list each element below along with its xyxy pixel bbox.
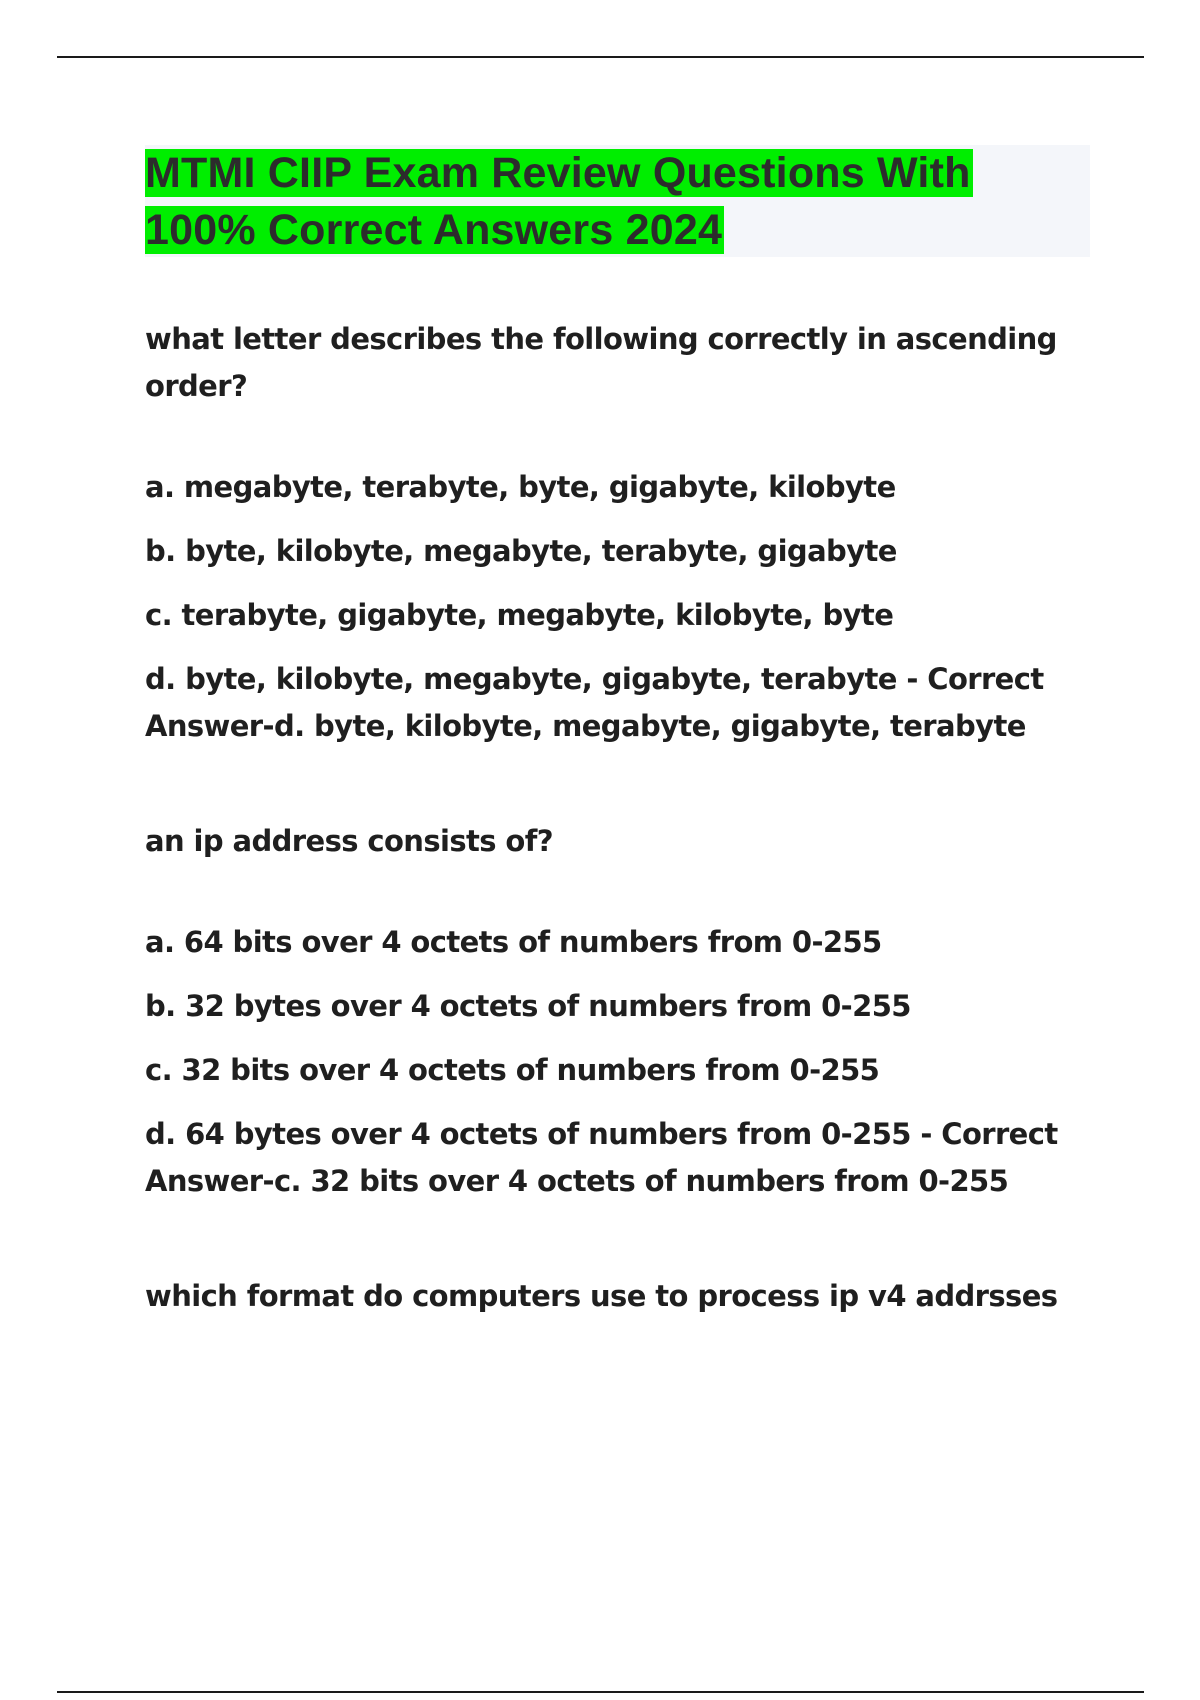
answer-option-b: b. byte, kilobyte, megabyte, terabyte, gigabyte: [145, 534, 897, 568]
answer-option-b: b. 32 bytes over 4 octets of numbers from 0-255: [145, 989, 911, 1023]
answer-option-d-with-correct-answer: d. 64 bytes over 4 octets of numbers from 0-255 - Correct Answer-c. 32 bits over 4 octets of numbers from 0-255: [145, 1117, 1058, 1198]
question-block-1: [145, 316, 1090, 750]
title-block: [145, 145, 1090, 257]
header-rule: [57, 56, 1144, 58]
question-block-2: [145, 818, 1090, 1205]
question-prompt: which format do computers use to process ip v4 addrsses: [145, 1279, 1058, 1313]
answer-option-a: a. 64 bits over 4 octets of numbers from 0-255: [145, 925, 882, 959]
question-block-3: [145, 1273, 1090, 1320]
question-prompt: an ip address consists of?: [145, 824, 553, 858]
question-prompt: what letter describes the following correctly in ascending order?: [145, 322, 1057, 403]
answer-option-c: c. terabyte, gigabyte, megabyte, kilobyte, byte: [145, 598, 894, 632]
document-body: [145, 316, 1090, 1388]
title-highlight: MTMI CIIP Exam Review Questions With 100% Correct Answers 2024: [145, 149, 971, 254]
document-title: [145, 145, 1090, 259]
footer-rule: [57, 1691, 1144, 1693]
answer-option-c: c. 32 bits over 4 octets of numbers from 0-255: [145, 1053, 880, 1087]
answer-option-a: a. megabyte, terabyte, byte, gigabyte, kilobyte: [145, 470, 896, 504]
answer-option-d-with-correct-answer: d. byte, kilobyte, megabyte, gigabyte, terabyte - Correct Answer-d. byte, kilobyte, megabyte, gigabyte, terabyte: [145, 662, 1044, 743]
